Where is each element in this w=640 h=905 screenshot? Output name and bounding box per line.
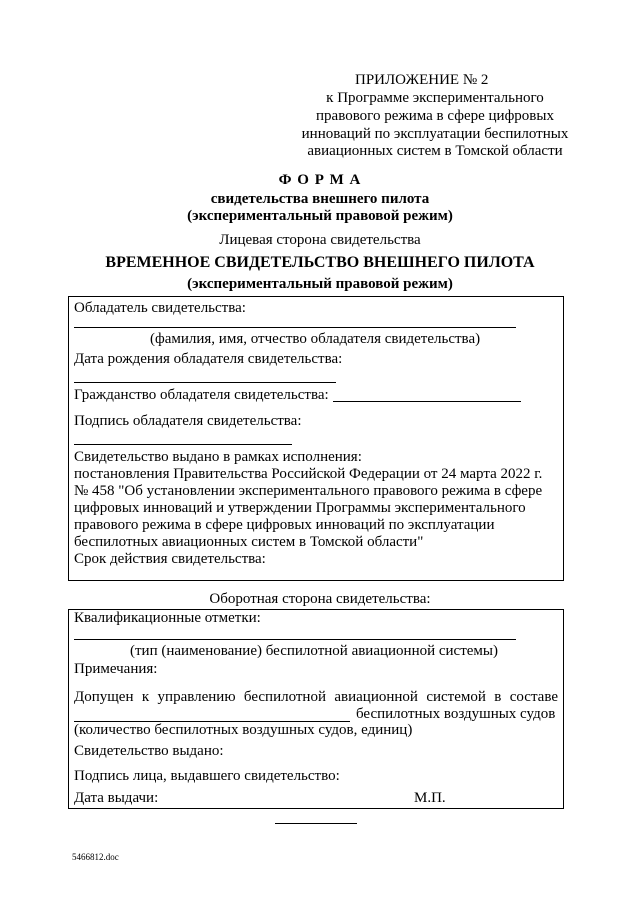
issued-by-label: Свидетельство выдано: — [74, 743, 224, 759]
form-subtitle-2: (экспериментальный правовой режим) — [187, 208, 453, 224]
admitted-line: Допущен к управлению беспилотной авиационной системой в составе — [74, 689, 558, 705]
closing-rule — [275, 823, 357, 824]
appendix-line-4: авиационных систем в Томской области — [307, 143, 563, 159]
validity-label: Срок действия свидетельства: — [74, 551, 266, 567]
stamp-label: М.П. — [414, 790, 446, 806]
appendix-line-2: правового режима в сфере цифровых — [316, 108, 554, 124]
vessels-suffix: беспилотных воздушных судов — [356, 706, 556, 722]
resolution-line-4: правового режима в сфере цифровых инноваций по эксплуатации — [74, 517, 495, 533]
notes-label: Примечания: — [74, 661, 158, 677]
birth-date-label: Дата рождения обладателя свидетельства: — [74, 351, 343, 367]
resolution-line-3: цифровых инноваций и утверждении Программы экспериментального — [74, 500, 526, 516]
issued-basis-label: Свидетельство выдано в рамках исполнения: — [74, 449, 362, 465]
qualification-label: Квалификационные отметки: — [74, 610, 261, 626]
certificate-subtitle: (экспериментальный правовой режим) — [187, 276, 453, 292]
certificate-title: ВРЕМЕННОЕ СВИДЕТЕЛЬСТВО ВНЕШНЕГО ПИЛОТА — [105, 254, 535, 271]
resolution-line-5: беспилотных авиационных систем в Томской области" — [74, 534, 424, 550]
appendix-line-1: к Программе экспериментального — [326, 90, 544, 106]
vessels-caption: (количество беспилотных воздушных судов, единиц) — [74, 722, 413, 738]
front-side-label: Лицевая сторона свидетельства — [219, 232, 421, 248]
birth-date-line — [74, 382, 336, 383]
appendix-line-3: инноваций по эксплуатации беспилотных — [301, 126, 569, 142]
resolution-line-1: постановления Правительства Российской Федерации от 24 марта 2022 г. — [74, 466, 543, 482]
system-type-line — [74, 639, 516, 640]
system-type-caption: (тип (наименование) беспилотной авиационной системы) — [130, 643, 498, 659]
citizenship-label: Гражданство обладателя свидетельства: — [74, 387, 329, 403]
issue-date-label: Дата выдачи: — [74, 790, 159, 806]
form-heading: Ф О Р М А — [278, 172, 362, 188]
citizenship-line — [333, 401, 521, 402]
appendix-title: ПРИЛОЖЕНИЕ № 2 — [355, 72, 489, 88]
holder-signature-line — [74, 444, 292, 445]
back-side-label: Оборотная сторона свидетельства: — [209, 591, 431, 607]
document-id: 5466812.doc — [72, 852, 119, 862]
holder-caption: (фамилия, имя, отчество обладателя свидетельства) — [150, 331, 481, 347]
holder-signature-label: Подпись обладателя свидетельства: — [74, 413, 302, 429]
issuer-signature-label: Подпись лица, выдавшего свидетельство: — [74, 768, 340, 784]
holder-label: Обладатель свидетельства: — [74, 300, 246, 316]
holder-name-line — [74, 327, 516, 328]
resolution-line-2: № 458 "Об установлении экспериментального правового режима в сфере — [74, 483, 543, 499]
form-subtitle-1: свидетельства внешнего пилота — [210, 191, 430, 207]
